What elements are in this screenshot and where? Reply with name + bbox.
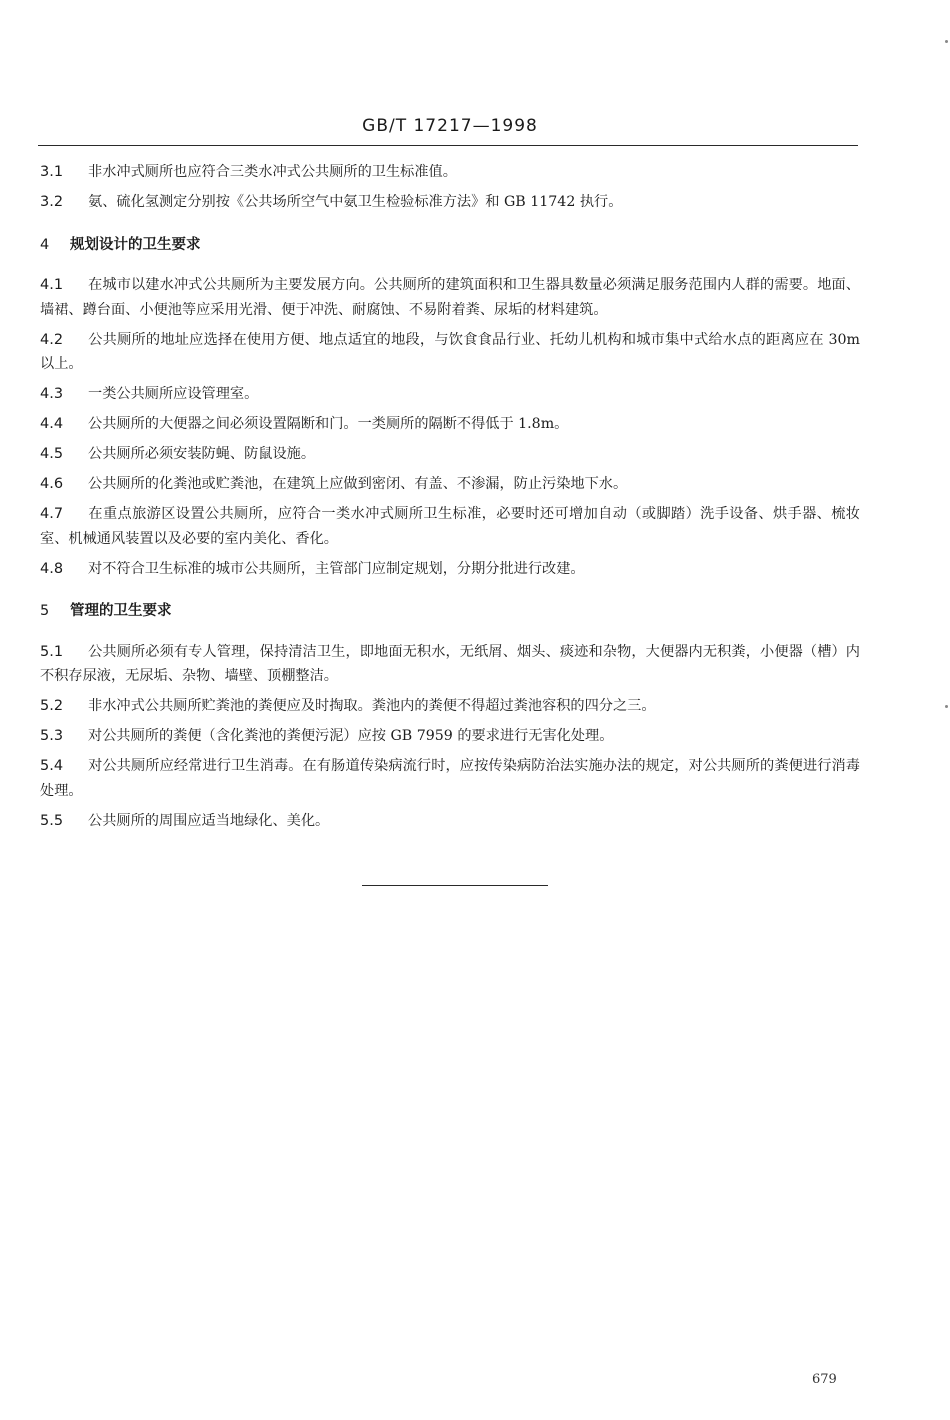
clause-text: 对公共厕所的粪便（含化粪池的粪便污泥）应按 GB 7959 的要求进行无害化处理。 bbox=[88, 728, 614, 744]
clause-text: 对公共厕所应经常进行卫生消毒。在有肠道传染病流行时，应按传染病防治法实施办法的规定，对公共厕所的粪便进行消毒处理。 bbox=[40, 758, 860, 799]
clause-number: 5.5 bbox=[40, 812, 64, 829]
clause-5-2 bbox=[40, 694, 860, 719]
section-number: 5 bbox=[40, 603, 50, 619]
section-number: 4 bbox=[40, 236, 50, 253]
clause-number: 4.1 bbox=[40, 277, 64, 293]
clause-number: 4.2 bbox=[40, 331, 64, 348]
clause-text: 公共厕所必须安装防蝇、防鼠设施。 bbox=[88, 446, 316, 462]
clause-4-5 bbox=[40, 442, 860, 467]
clause-4-8 bbox=[40, 557, 860, 582]
clause-3-1 bbox=[40, 160, 860, 185]
section-5-heading bbox=[40, 599, 860, 624]
clause-text: 一类公共厕所应设管理室。 bbox=[88, 386, 259, 402]
clause-number: 5.2 bbox=[40, 698, 64, 714]
clause-number: 4.6 bbox=[40, 476, 64, 492]
clause-4-2 bbox=[40, 328, 860, 377]
clause-5-3 bbox=[40, 724, 860, 749]
clause-text: 氨、硫化氢测定分别按《公共场所空气中氨卫生检验标准方法》和 GB 11742 执行。 bbox=[88, 194, 623, 210]
end-of-document-rule bbox=[362, 885, 548, 886]
clause-4-1 bbox=[40, 273, 860, 322]
clause-number: 4.5 bbox=[40, 446, 64, 462]
clause-3-2 bbox=[40, 190, 860, 215]
clause-text: 公共厕所的大便器之间必须设置隔断和门。一类厕所的隔断不得低于 1.8m。 bbox=[88, 416, 569, 432]
clause-text: 公共厕所的化粪池或贮粪池，在建筑上应做到密闭、有盖、不渗漏，防止污染地下水。 bbox=[88, 476, 628, 492]
section-4-heading bbox=[40, 233, 860, 258]
clause-text: 在城市以建水冲式公共厕所为主要发展方向。公共厕所的建筑面积和卫生器具数量必须满足服务范围内人群的需要。地面、墙裙、蹲台面、小便池等应采用光滑、便于冲洗、耐腐蚀、不易附着粪、尿垢的材料建筑。 bbox=[40, 277, 860, 318]
clause-number: 4.3 bbox=[40, 386, 64, 402]
section-title: 规划设计的卫生要求 bbox=[70, 236, 201, 253]
clause-5-4 bbox=[40, 754, 860, 803]
clause-5-1 bbox=[40, 640, 860, 689]
clause-number: 5.4 bbox=[40, 758, 64, 774]
clause-number: 5.1 bbox=[40, 643, 64, 660]
clause-text: 在重点旅游区设置公共厕所，应符合一类水冲式厕所卫生标准，必要时还可增加自动（或脚踏）洗手设备、烘手器、梳妆室、机械通风装置以及必要的室内美化、香化。 bbox=[40, 506, 860, 547]
page-number: 679 bbox=[812, 1372, 837, 1387]
section-title: 管理的卫生要求 bbox=[70, 603, 172, 619]
clause-text: 公共厕所的周围应适当地绿化、美化。 bbox=[88, 812, 330, 829]
clause-number: 3.1 bbox=[40, 164, 64, 180]
standard-code-header: GB/T 17217—1998 bbox=[362, 116, 538, 136]
clause-4-4 bbox=[40, 412, 860, 437]
clause-number: 4.8 bbox=[40, 560, 64, 577]
clause-5-5 bbox=[40, 809, 860, 834]
clause-number: 5.3 bbox=[40, 728, 64, 744]
clause-text: 对不符合卫生标准的城市公共厕所，主管部门应制定规划，分期分批进行改建。 bbox=[88, 560, 585, 577]
clause-4-3 bbox=[40, 382, 860, 407]
document-body bbox=[40, 160, 860, 839]
clause-number: 3.2 bbox=[40, 194, 64, 210]
clause-text: 非水冲式公共厕所贮粪池的粪便应及时掏取。粪池内的粪便不得超过粪池容积的四分之三。 bbox=[88, 698, 656, 714]
scan-speck bbox=[945, 705, 948, 708]
scan-speck bbox=[945, 40, 948, 43]
clause-number: 4.7 bbox=[40, 506, 64, 522]
clause-4-6 bbox=[40, 472, 860, 497]
clause-text: 非水冲式厕所也应符合三类水冲式公共厕所的卫生标准值。 bbox=[88, 164, 457, 180]
clause-text: 公共厕所必须有专人管理，保持清洁卫生，即地面无积水，无纸屑、烟头、痰迹和杂物，大便器内无积粪，小便器（槽）内不积存尿液，无尿垢、杂物、墙壁、顶棚整洁。 bbox=[40, 643, 860, 684]
clause-text: 公共厕所的地址应选择在使用方便、地点适宜的地段，与饮食食品行业、托幼儿机构和城市集中式给水点的距离应在 30m 以上。 bbox=[40, 331, 860, 372]
clause-number: 4.4 bbox=[40, 416, 64, 432]
header-divider bbox=[38, 145, 858, 146]
clause-4-7 bbox=[40, 502, 860, 551]
